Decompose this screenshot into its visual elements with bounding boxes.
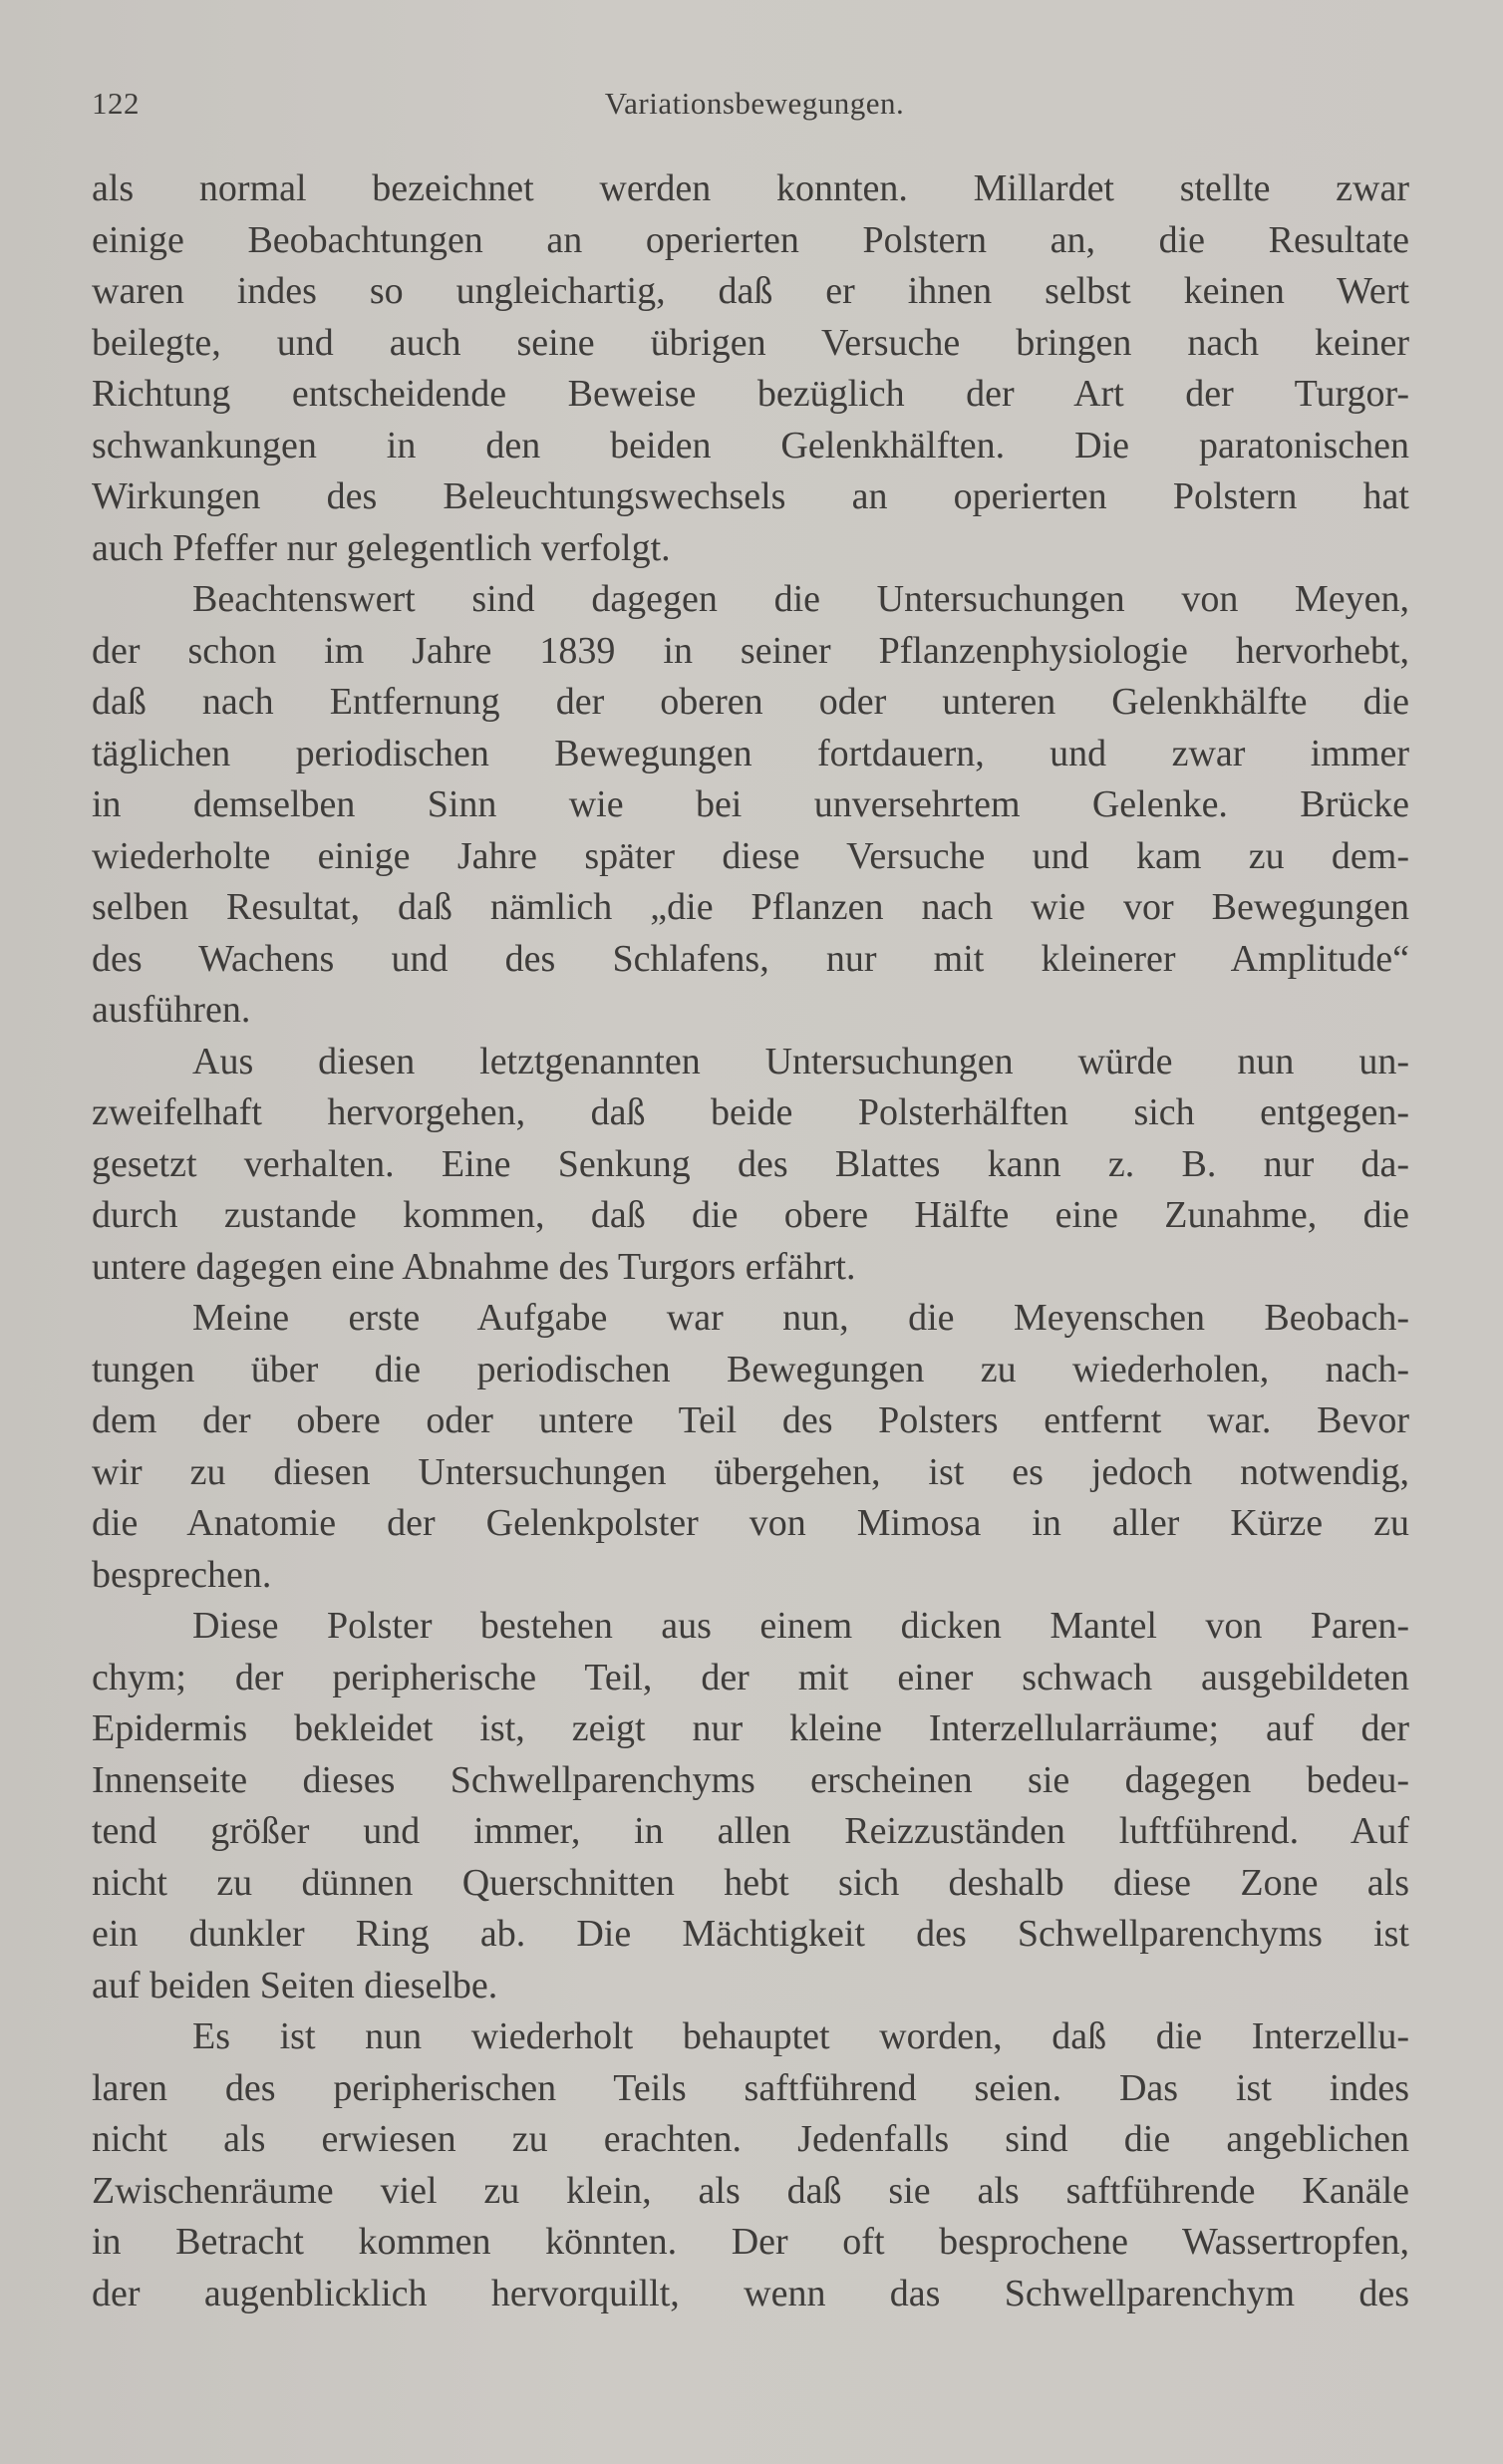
text-line: besprechen. [92, 1553, 272, 1596]
running-title: Variationsbewegungen. [604, 86, 905, 121]
text-line: einige Beobachtungen an operierten Polstern an, die Resultate [92, 218, 1409, 261]
text-line: dem der obere oder untere Teil des Polsters entfernt war. Bevor [92, 1399, 1409, 1441]
text-line: daß nach Entfernung der oberen oder unteren Gelenkhälfte die [92, 681, 1409, 723]
text-line: Epidermis bekleidet ist, zeigt nur kleine Interzellularräume; auf der [92, 1707, 1409, 1749]
page-number: 122 [92, 86, 140, 121]
running-head [92, 86, 1417, 136]
text-line: untere dagegen eine Abnahme des Turgors erfährt. [92, 1245, 856, 1288]
text-line: der augenblicklich hervorquillt, wenn das Schwellparenchym des [92, 2272, 1409, 2314]
text-line: täglichen periodischen Bewegungen fortdauern, und zwar immer [92, 732, 1409, 774]
paragraph [92, 1601, 1409, 2011]
text-line: auf beiden Seiten dieselbe. [92, 1964, 498, 2006]
text-line: laren des peripherischen Teils saftführend seien. Das ist indes [92, 2066, 1409, 2109]
text-line: der schon im Jahre 1839 in seiner Pflanzenphysiologie hervorhebt, [92, 629, 1409, 672]
text-line: in Betracht kommen könnten. Der oft besprochene Wassertropfen, [92, 2221, 1409, 2263]
text-line: chym; der peripherische Teil, der mit einer schwach ausgebildeten [92, 1656, 1409, 1698]
paragraph [92, 1293, 1409, 1601]
text-line: nicht als erwiesen zu erachten. Jedenfalls sind die angeblichen [92, 2118, 1409, 2160]
text-line: Diese Polster bestehen aus einem dicken Mantel von Paren- [192, 1605, 1409, 1647]
text-line: gesetzt verhalten. Eine Senkung des Blattes kann z. B. nur da- [92, 1142, 1409, 1185]
text-line: in demselben Sinn wie bei unversehrtem Gelenke. Brücke [92, 783, 1409, 825]
text-line: tungen über die periodischen Bewegungen zu wiederholen, nach- [92, 1348, 1409, 1390]
paragraph [92, 1037, 1409, 1294]
text-line: tend größer und immer, in allen Reizzuständen luftführend. Auf [92, 1810, 1409, 1852]
text-line: Innenseite dieses Schwellparenchyms erscheinen sie dagegen bedeu- [92, 1758, 1409, 1801]
text-line: durch zustande kommen, daß die obere Hälfte eine Zunahme, die [92, 1194, 1409, 1236]
text-line: nicht zu dünnen Querschnitten hebt sich deshalb diese Zone als [92, 1861, 1409, 1904]
text-line: auch Pfeffer nur gelegentlich verfolgt. [92, 526, 671, 569]
text-line: waren indes so ungleichartig, daß er ihnen selbst keinen Wert [92, 270, 1409, 312]
text-line: ein dunkler Ring ab. Die Mächtigkeit des Schwellparenchyms ist [92, 1913, 1409, 1955]
text-line: Aus diesen letztgenannten Untersuchungen würde nun un- [192, 1040, 1409, 1082]
text-line: die Anatomie der Gelenkpolster von Mimosa in aller Kürze zu [92, 1502, 1409, 1544]
paragraph [92, 574, 1409, 1037]
text-line: Beachtenswert sind dagegen die Untersuchungen von Meyen, [192, 578, 1409, 620]
text-line: beilegte, und auch seine übrigen Versuche bringen nach keiner [92, 321, 1409, 364]
text-line: Wirkungen des Beleuchtungswechsels an operierten Polstern hat [92, 475, 1409, 517]
text-line: selben Resultat, daß nämlich „die Pflanzen nach wie vor Bewegungen [92, 886, 1409, 928]
text-line: Richtung entscheidende Beweise bezüglich der Art der Turgor- [92, 373, 1409, 415]
text-line: Zwischenräume viel zu klein, als daß sie als saftführende Kanäle [92, 2169, 1409, 2212]
text-line: Es ist nun wiederholt behauptet worden, daß die Interzellu- [192, 2015, 1409, 2057]
text-line: als normal bezeichnet werden konnten. Millardet stellte zwar [92, 167, 1409, 209]
text-line: wiederholte einige Jahre später diese Versuche und kam zu dem- [92, 834, 1409, 877]
text-line: schwankungen in den beiden Gelenkhälften. Die paratonischen [92, 424, 1409, 466]
paragraph [92, 163, 1409, 574]
paragraph [92, 2011, 1409, 2319]
text-line: wir zu diesen Untersuchungen übergehen, ist es jedoch notwendig, [92, 1450, 1409, 1493]
text-line: Meine erste Aufgabe war nun, die Meyenschen Beobach- [192, 1297, 1409, 1339]
text-line: zweifelhaft hervorgehen, daß beide Polsterhälften sich entgegen- [92, 1091, 1409, 1133]
text-line: ausführen. [92, 989, 251, 1031]
text-line: des Wachens und des Schlafens, nur mit kleinerer Amplitude“ [92, 937, 1409, 980]
body-text [92, 163, 1409, 2319]
